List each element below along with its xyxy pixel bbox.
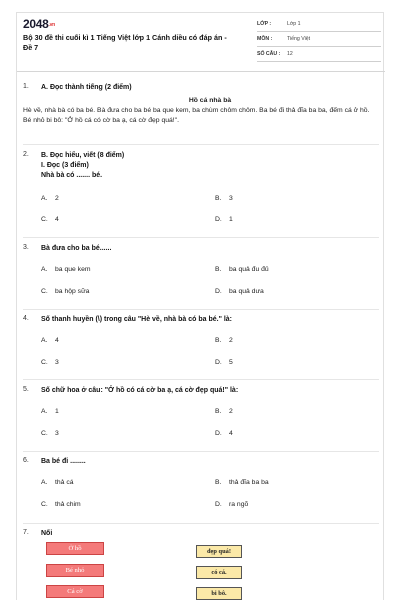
question-2	[23, 151, 379, 245]
option-b[interactable]	[215, 408, 233, 415]
option-letter: A.	[41, 479, 48, 486]
option-d[interactable]	[215, 359, 233, 366]
option-d[interactable]	[215, 430, 233, 437]
option-b[interactable]	[215, 266, 269, 273]
option-b[interactable]	[215, 195, 233, 202]
option-c[interactable]	[41, 501, 81, 508]
option-letter: A.	[41, 266, 48, 273]
header-divider	[17, 71, 385, 72]
meta-row-subject	[257, 32, 381, 47]
option-text: ba quả đu đủ	[229, 266, 269, 273]
option-text: 3	[55, 430, 59, 437]
option-c[interactable]	[41, 288, 89, 295]
option-letter: C.	[41, 216, 48, 223]
option-a[interactable]	[41, 195, 59, 202]
question-number: 1.	[23, 83, 29, 90]
option-d[interactable]	[215, 216, 233, 223]
meta-value: Lớp 1	[287, 21, 301, 27]
option-c[interactable]	[41, 359, 59, 366]
option-a[interactable]	[41, 266, 91, 273]
logo-text: 2048	[23, 17, 49, 31]
question-number: 4.	[23, 315, 29, 322]
exam-header	[17, 13, 385, 67]
match-right-item[interactable]: bi bô.	[196, 587, 242, 600]
question-text: A. Đọc thành tiếng (2 điểm)	[41, 84, 132, 91]
question-number: 7.	[23, 529, 29, 536]
question-number: 2.	[23, 151, 29, 158]
option-letter: D.	[215, 501, 222, 508]
question-separator	[23, 144, 379, 145]
option-text: ba quả dưa	[229, 288, 264, 295]
option-text: 2	[229, 337, 233, 344]
option-letter: B.	[215, 266, 222, 273]
question-text: Bà đưa cho ba bé......	[41, 245, 112, 252]
option-letter: A.	[41, 337, 48, 344]
option-text: 5	[229, 359, 233, 366]
option-text: 3	[229, 195, 233, 202]
option-a[interactable]	[41, 337, 59, 344]
question-separator	[23, 237, 379, 238]
option-letter: B.	[215, 479, 222, 486]
option-letter: D.	[215, 430, 222, 437]
match-right-item[interactable]: có cá.	[196, 566, 242, 579]
match-right-item[interactable]: đẹp quá!	[196, 545, 242, 558]
question-7	[23, 529, 379, 600]
option-text: 1	[229, 216, 233, 223]
question-number: 3.	[23, 244, 29, 251]
question-text: Ba bé đi ........	[41, 458, 86, 465]
option-text: 4	[55, 337, 59, 344]
passage-text: Hè về, nhà bà có ba bé. Bà đưa cho ba bé ba que kem, ba chùm chôm chôm. Ba bé đi thả đĩa ba ba, đếm cá ở hồ. Bé nhỏ bi bô: "Ở hồ cá có cờ ba ạ, cá cờ đẹp quá!".	[23, 107, 370, 124]
question-text: B. Đọc hiểu, viết (8 điểm)	[41, 152, 125, 159]
option-c[interactable]	[41, 430, 59, 437]
option-letter: B.	[215, 195, 222, 202]
question-number: 6.	[23, 457, 29, 464]
option-letter: C.	[41, 359, 48, 366]
option-letter: C.	[41, 288, 48, 295]
match-left-item[interactable]: Ở hồ	[46, 542, 104, 555]
option-text: 4	[55, 216, 59, 223]
question-separator	[23, 379, 379, 380]
option-b[interactable]	[215, 337, 233, 344]
question-3	[23, 244, 379, 302]
option-letter: D.	[215, 216, 222, 223]
option-text: ba que kem	[55, 266, 91, 273]
option-letter: A.	[41, 195, 48, 202]
question-1	[23, 83, 379, 133]
meta-key: SỐ CÂU :	[257, 51, 281, 57]
question-text: Số chữ hoa ở câu: "Ở hồ có cá cờ ba ạ, cá cờ đẹp quá!" là:	[41, 387, 239, 394]
option-text: 1	[55, 408, 59, 415]
option-text: thả chim	[55, 501, 81, 508]
question-4	[23, 315, 379, 373]
option-text: ba hộp sữa	[55, 288, 90, 295]
option-letter: A.	[41, 408, 48, 415]
question-number: 5.	[23, 386, 29, 393]
question-separator	[23, 309, 379, 310]
option-a[interactable]	[41, 408, 59, 415]
option-letter: D.	[215, 288, 222, 295]
meta-key: MÔN :	[257, 36, 273, 42]
option-text: 4	[229, 430, 233, 437]
option-text: 2	[55, 195, 59, 202]
option-a[interactable]	[41, 479, 74, 486]
question-5	[23, 386, 379, 444]
option-letter: B.	[215, 408, 222, 415]
match-left-item[interactable]: Cá cờ	[46, 585, 104, 598]
option-letter: C.	[41, 501, 48, 508]
question-separator	[23, 451, 379, 452]
option-letter: B.	[215, 337, 222, 344]
option-text: thả cá	[55, 479, 74, 486]
question-text: Số thanh huyền (\) trong câu "Hè về, nhà bà có ba bé." là:	[41, 316, 232, 323]
question-separator	[23, 523, 379, 524]
option-d[interactable]	[215, 501, 248, 508]
document-title: Bộ 30 đề thi cuối kì 1 Tiếng Việt lớp 1 Cánh diều có đáp án - Đề 7	[23, 33, 227, 52]
option-text: thả đĩa ba ba	[229, 479, 269, 486]
meta-row-count	[257, 47, 381, 62]
site-logo[interactable]	[23, 17, 55, 31]
question-subheading: I. Đọc (3 điểm)	[41, 162, 89, 169]
option-c[interactable]	[41, 216, 59, 223]
question-text: Nối	[41, 530, 53, 537]
option-b[interactable]	[215, 479, 269, 486]
passage-title: Hồ cá nhà bà	[188, 97, 232, 104]
meta-row-grade	[257, 17, 381, 32]
question-prompt: Nhà bà có ....... bé.	[41, 172, 103, 179]
meta-key: LỚP :	[257, 21, 272, 27]
logo-suffix: .vn	[48, 21, 55, 28]
question-6	[23, 457, 379, 515]
option-text: 2	[229, 408, 233, 415]
meta-value: 12	[287, 51, 293, 57]
option-letter: D.	[215, 359, 222, 366]
match-left-item[interactable]: Bé nhỏ	[46, 564, 104, 577]
exam-meta	[257, 17, 381, 62]
exam-page	[16, 12, 384, 600]
option-d[interactable]	[215, 288, 264, 295]
option-text: 3	[55, 359, 59, 366]
meta-value: Tiếng Việt	[287, 36, 311, 42]
option-letter: C.	[41, 430, 48, 437]
option-text: ra ngõ	[229, 501, 249, 508]
